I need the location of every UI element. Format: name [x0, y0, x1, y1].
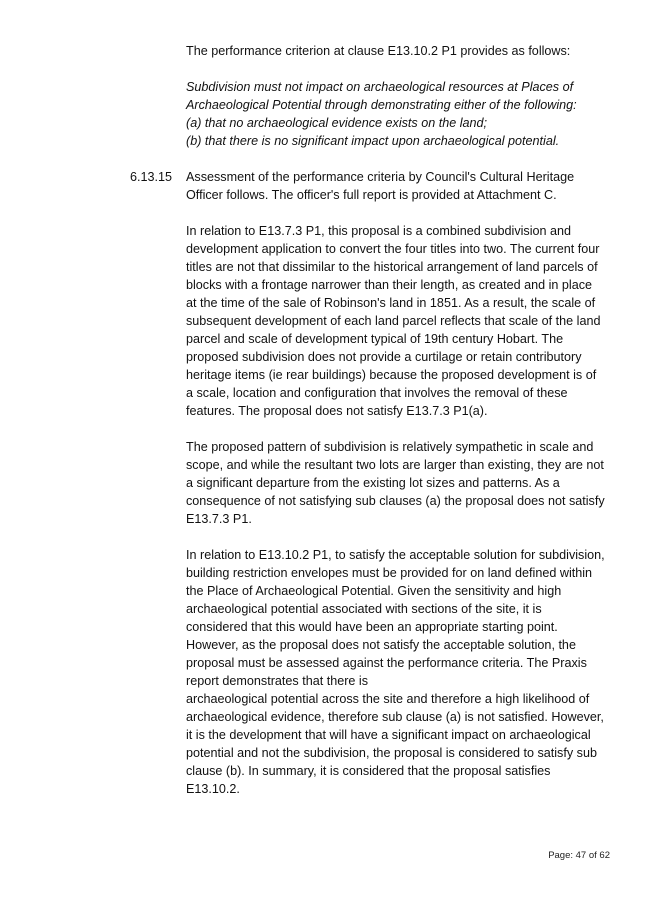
quote-line: Archaeological Potential through demonstrating either of the following:: [186, 98, 577, 112]
section-6-13-15: [130, 168, 606, 204]
section-text: Assessment of the performance criteria by Council's Cultural Heritage Officer follows. The officer's full report is provided at Attachment C.: [186, 170, 575, 202]
intro-paragraph: The performance criterion at clause E13.10.2 P1 provides as follows:: [186, 44, 571, 58]
body-paragraph: In relation to E13.10.2 P1, to satisfy the acceptable solution for subdivision, building restriction envelopes must be provided for on land defined within the Place of Archaeological Potential. Given the sensitivity and high archaeological potential associated with sections of the site, it is considered that this would have been an appropriate starting point. However, as the proposal does not satisfy the acceptable solution, the proposal must be assessed against the performance criteria. The Praxis report demonstrates that there is: [186, 548, 605, 688]
quoted-criterion: [186, 78, 606, 150]
section-number: 6.13.15: [130, 170, 173, 184]
page-content: [130, 42, 606, 816]
body-paragraph: In relation to E13.7.3 P1, this proposal is a combined subdivision and development application to convert the four titles into two. The current four titles are not that dissimilar to the historical arrangement of land parcels of blocks with a frontage narrower than their length, as created and in place at the time of the sale of Robinson's land in 1851. As a result, the scale of subsequent development of each land parcel reflects that scale of the land parcel and scale of development typical of 19th century Hobart. The proposed subdivision does not provide a curtilage or retain contributory heritage items (ie rear buildings) because the proposed development is of a scale, location and configuration that involves the removal of these features. The proposal does not satisfy E13.7.3 P1(a).: [186, 224, 601, 418]
body-paragraph: archaeological potential across the site and therefore a high likelihood of archaeological evidence, therefore sub clause (a) is not satisfied. However, it is the development that will have a significant impact on archaeological potential and not the subdivision, the proposal is considered to satisfy sub clause (b). In summary, it is considered that the proposal satisfies E13.10.2.: [186, 692, 604, 796]
quote-line: (b) that there is no significant impact upon archaeological potential.: [186, 134, 560, 148]
page-number: Page: 47 of 62: [548, 850, 610, 861]
body-paragraph: The proposed pattern of subdivision is relatively sympathetic in scale and scope, and while the resultant two lots are larger than existing, they are not a significant departure from the existing lot sizes and patterns. As a consequence of not satisfying sub clauses (a) the proposal does not satisfy E13.7.3 P1.: [186, 440, 605, 526]
quote-line: (a) that no archaeological evidence exists on the land;: [186, 116, 488, 130]
quote-line: Subdivision must not impact on archaeological resources at Places of: [186, 80, 574, 94]
